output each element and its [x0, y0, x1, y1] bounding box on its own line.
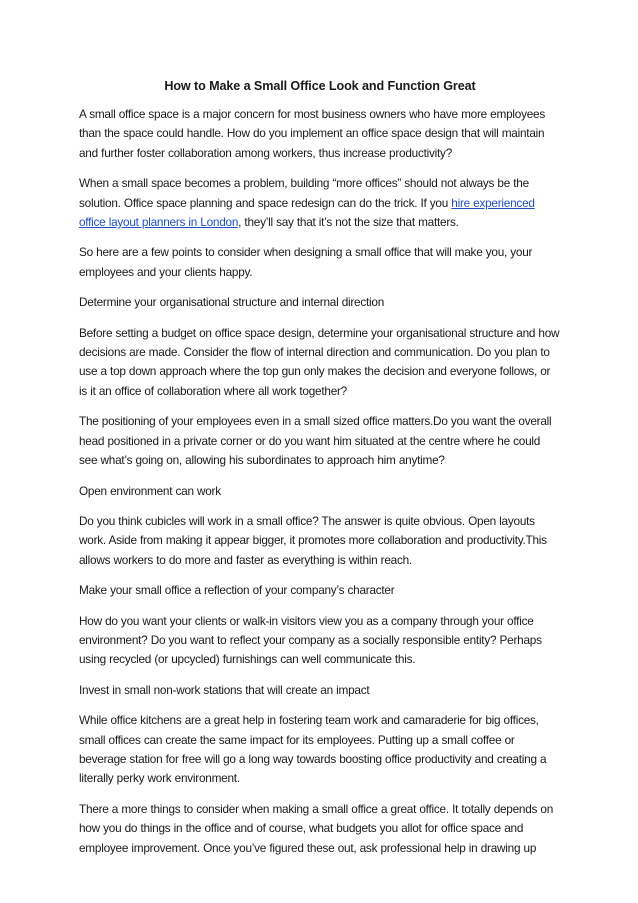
section-heading-open-environment: Open environment can work	[79, 483, 221, 498]
cubicles-paragraph: Do you think cubicles will work in a small office? The answer is quite obvious. Open layouts work. Aside from making it appear bigger, it promotes more collaboration and productivity.This allows workers to do more and faster as everything is within reach.	[79, 513, 547, 567]
document-title: How to Make a Small Office Look and Function Great	[164, 79, 476, 93]
section-heading-character: Make your small office a reflection of your company’s character	[79, 583, 395, 598]
structure-paragraph: Before setting a budget on office space design, determine your organisational structure and how decisions are made. Consider the flow of internal direction and communication. Do you plan to use a top down approach where the top gun only makes the decision and everyone follows, or is it an office of collaboration where all work together?	[79, 325, 560, 398]
intro-paragraph: A small office space is a major concern for most business owners who have more employees than the space could handle. How do you implement an office space design that will maintain and further foster collaboration among workers, thus increase productivity?	[79, 107, 545, 160]
section-heading-stations: Invest in small non-work stations that will create an impact	[79, 682, 370, 697]
solution-text-after: , they’ll say that it’s not the size that matters.	[238, 215, 459, 230]
office-planners-link[interactable]: hire experienced office layout planners in London	[79, 195, 535, 230]
solution-text-before: When a small space becomes a problem, building “more offices” should not always be the solution. Office space planning and space redesign can do the trick. If you	[79, 176, 529, 210]
positioning-paragraph: The positioning of your employees even in a small sized office matters.Do you want the overall head positioned in a private corner or do you want him situated at the centre where he could see what’s going on, allowing his subordinates to approach him anytime?	[79, 414, 552, 468]
points-intro-paragraph: So here are a few points to consider when designing a small office that will make you, your employees and your clients happy.	[79, 245, 533, 279]
closing-paragraph: There a more things to consider when making a small office a great office. It totally depends on how you do things in the office and of course, what budgets you allot for office space and employee improvement. Once you’ve figured these out, ask professional help in drawing up	[79, 801, 554, 855]
document-page	[79, 78, 561, 858]
stations-paragraph: While office kitchens are a great help in fostering team work and camaraderie for big offices, small offices can create the same impact for its employees. Putting up a small coffee or beverage station for free will go a long way towards boosting office productivity and creating a literally perky work environment.	[79, 713, 547, 786]
character-paragraph: How do you want your clients or walk-in visitors view you as a company through your office environment? Do you want to reflect your company as a socially responsible entity? Perhaps using recycled (or upcycled) furnishings can well communicate this.	[79, 613, 542, 667]
solution-paragraph	[79, 174, 561, 232]
section-heading-structure: Determine your organisational structure and internal direction	[79, 295, 385, 310]
